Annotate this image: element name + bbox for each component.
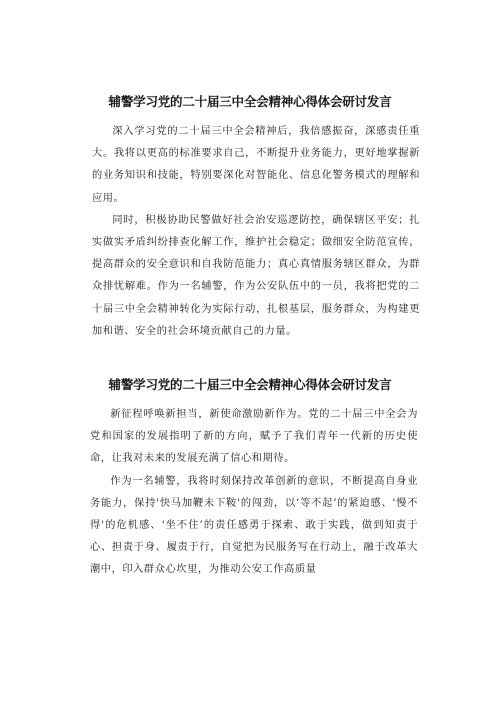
paragraph: 同时，积极协助民警做好社会治安巡逻防控，确保辖区平安；扎实做实矛盾纠纷排查化解工作，维护社会稳定；做细安全防范宣传，提高群众的安全意识和自我防范能力；真心真情服务辖区群众，为群众排忧解难。作为一名辅警，作为公安队伍中的一员，我将把党的二十届三中全会精神转化为实际行动，扎根基层，服务群众，为构建更加和谐、安全的社会环境贡献自己的力量。 [92,214,420,337]
paragraph: 作为一名辅警，我将时刻保持改革创新的意识，不断提高自身业务能力，保持'快马加鞭未下鞍'的闯劲，以‘等不起’的紧迫感、'慢不得'的危机感、'坐不住’的责任感勇于探索、敢于实践，做到知责于心、担责于身、履责于行，自觉把为民服务写在行动上，融于改革大潮中，印入群众心坎里，为推动公安工作高质量 [90,475,418,576]
paragraph: 深入学习党的二十届三中全会精神后，我倍感振奋，深感责任重大。我将以更高的标准要求自己，不断提升业务能力，更好地掌握新的业务知识和技能，特别要深化对智能化、信息化警务模式的理解和应用。 [92,126,420,204]
section-title: 辅警学习党的二十届三中全会精神心得体会研讨发言 [108,377,392,392]
section-title: 辅警学习党的二十届三中全会精神心得体会研讨发言 [108,94,392,109]
paragraph: 新征程呼唤新担当，新使命激励新作为。党的二十届三中全会为党和国家的发展指明了新的方向，赋予了我们青年一代新的历史使命，让我对未来的发展充满了信心和期待。 [90,409,418,465]
section-body [92,121,420,343]
section-body [90,404,418,582]
